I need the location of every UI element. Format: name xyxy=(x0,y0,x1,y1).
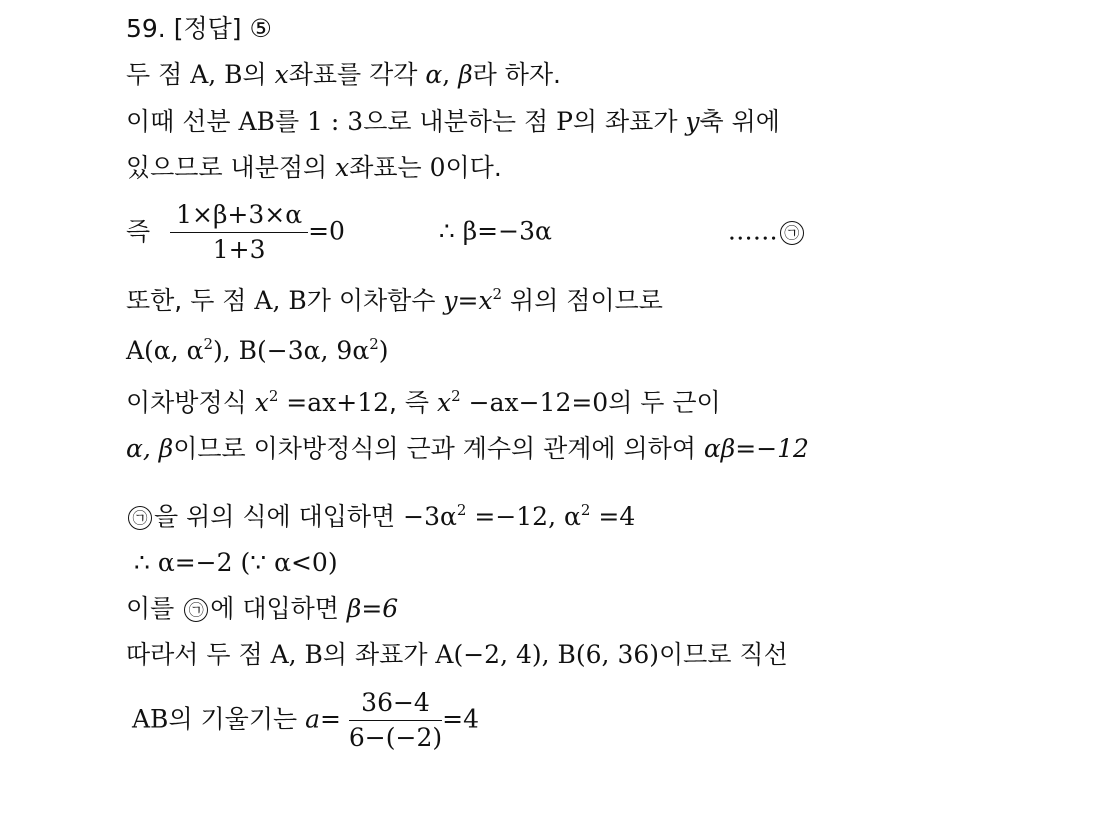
line-12: 이를 ㉠ 에 대입하면 β=6 xyxy=(126,594,399,623)
line-11: ∴ α=−2 (∵ α<0) xyxy=(134,548,338,577)
line-3: 이때 선분 AB를 1 : 3으로 내분하는 점 P의 좌표가 y축 위에 xyxy=(126,107,780,136)
line-9: α, β이므로 이차방정식의 근과 계수의 관계에 의하여 αβ=−12 xyxy=(126,434,809,463)
line-14-slope: AB의 기울기는 a= $\frac{36-4}{6-(-2)}$ =4 xyxy=(132,688,479,752)
line-6: 또한, 두 점 A, B가 이차함수 $y=x^2$ 위의 점이므로 xyxy=(126,285,663,315)
internal-division-fraction: $\frac{1\times\beta+3\times\alpha}{1+3}$ xyxy=(170,200,308,265)
circle-label-marker: ㉠ xyxy=(128,506,152,530)
answer-header: 59. [정답] ⑤ xyxy=(126,14,272,43)
line-10: ㉠ 을 위의 식에 대입하면 $-3\alpha^2 =-12$, $\alpha^2 =4$ xyxy=(126,502,635,532)
line-4: 있으므로 내분점의 x좌표는 0이다. xyxy=(126,153,502,182)
slope-fraction: $\frac{36-4}{6-(-2)}$ xyxy=(348,688,443,752)
line-2: 두 점 A, B의 x좌표를 각각 α, β라 하자. xyxy=(126,60,562,89)
line-5-fraction: 즉 $\frac{1\times\beta+3\times\alpha}{1+3}$ =0 ∴ β=−3α …… ㉠ xyxy=(126,200,806,265)
line-7-points: A(α, $\alpha^2$), B(−3α, $9\alpha^2$) xyxy=(126,335,389,365)
line-13: 따라서 두 점 A, B의 좌표가 A(−2, 4), B(6, 36)이므로 직선 xyxy=(126,640,788,669)
line-8: 이차방정식 $x^2 =ax+12$, 즉 $x^2 -ax-12=0$의 두 근이 xyxy=(126,387,721,417)
circle-label-marker: ㉠ xyxy=(184,598,208,622)
circle-label-marker: ㉠ xyxy=(780,221,804,245)
